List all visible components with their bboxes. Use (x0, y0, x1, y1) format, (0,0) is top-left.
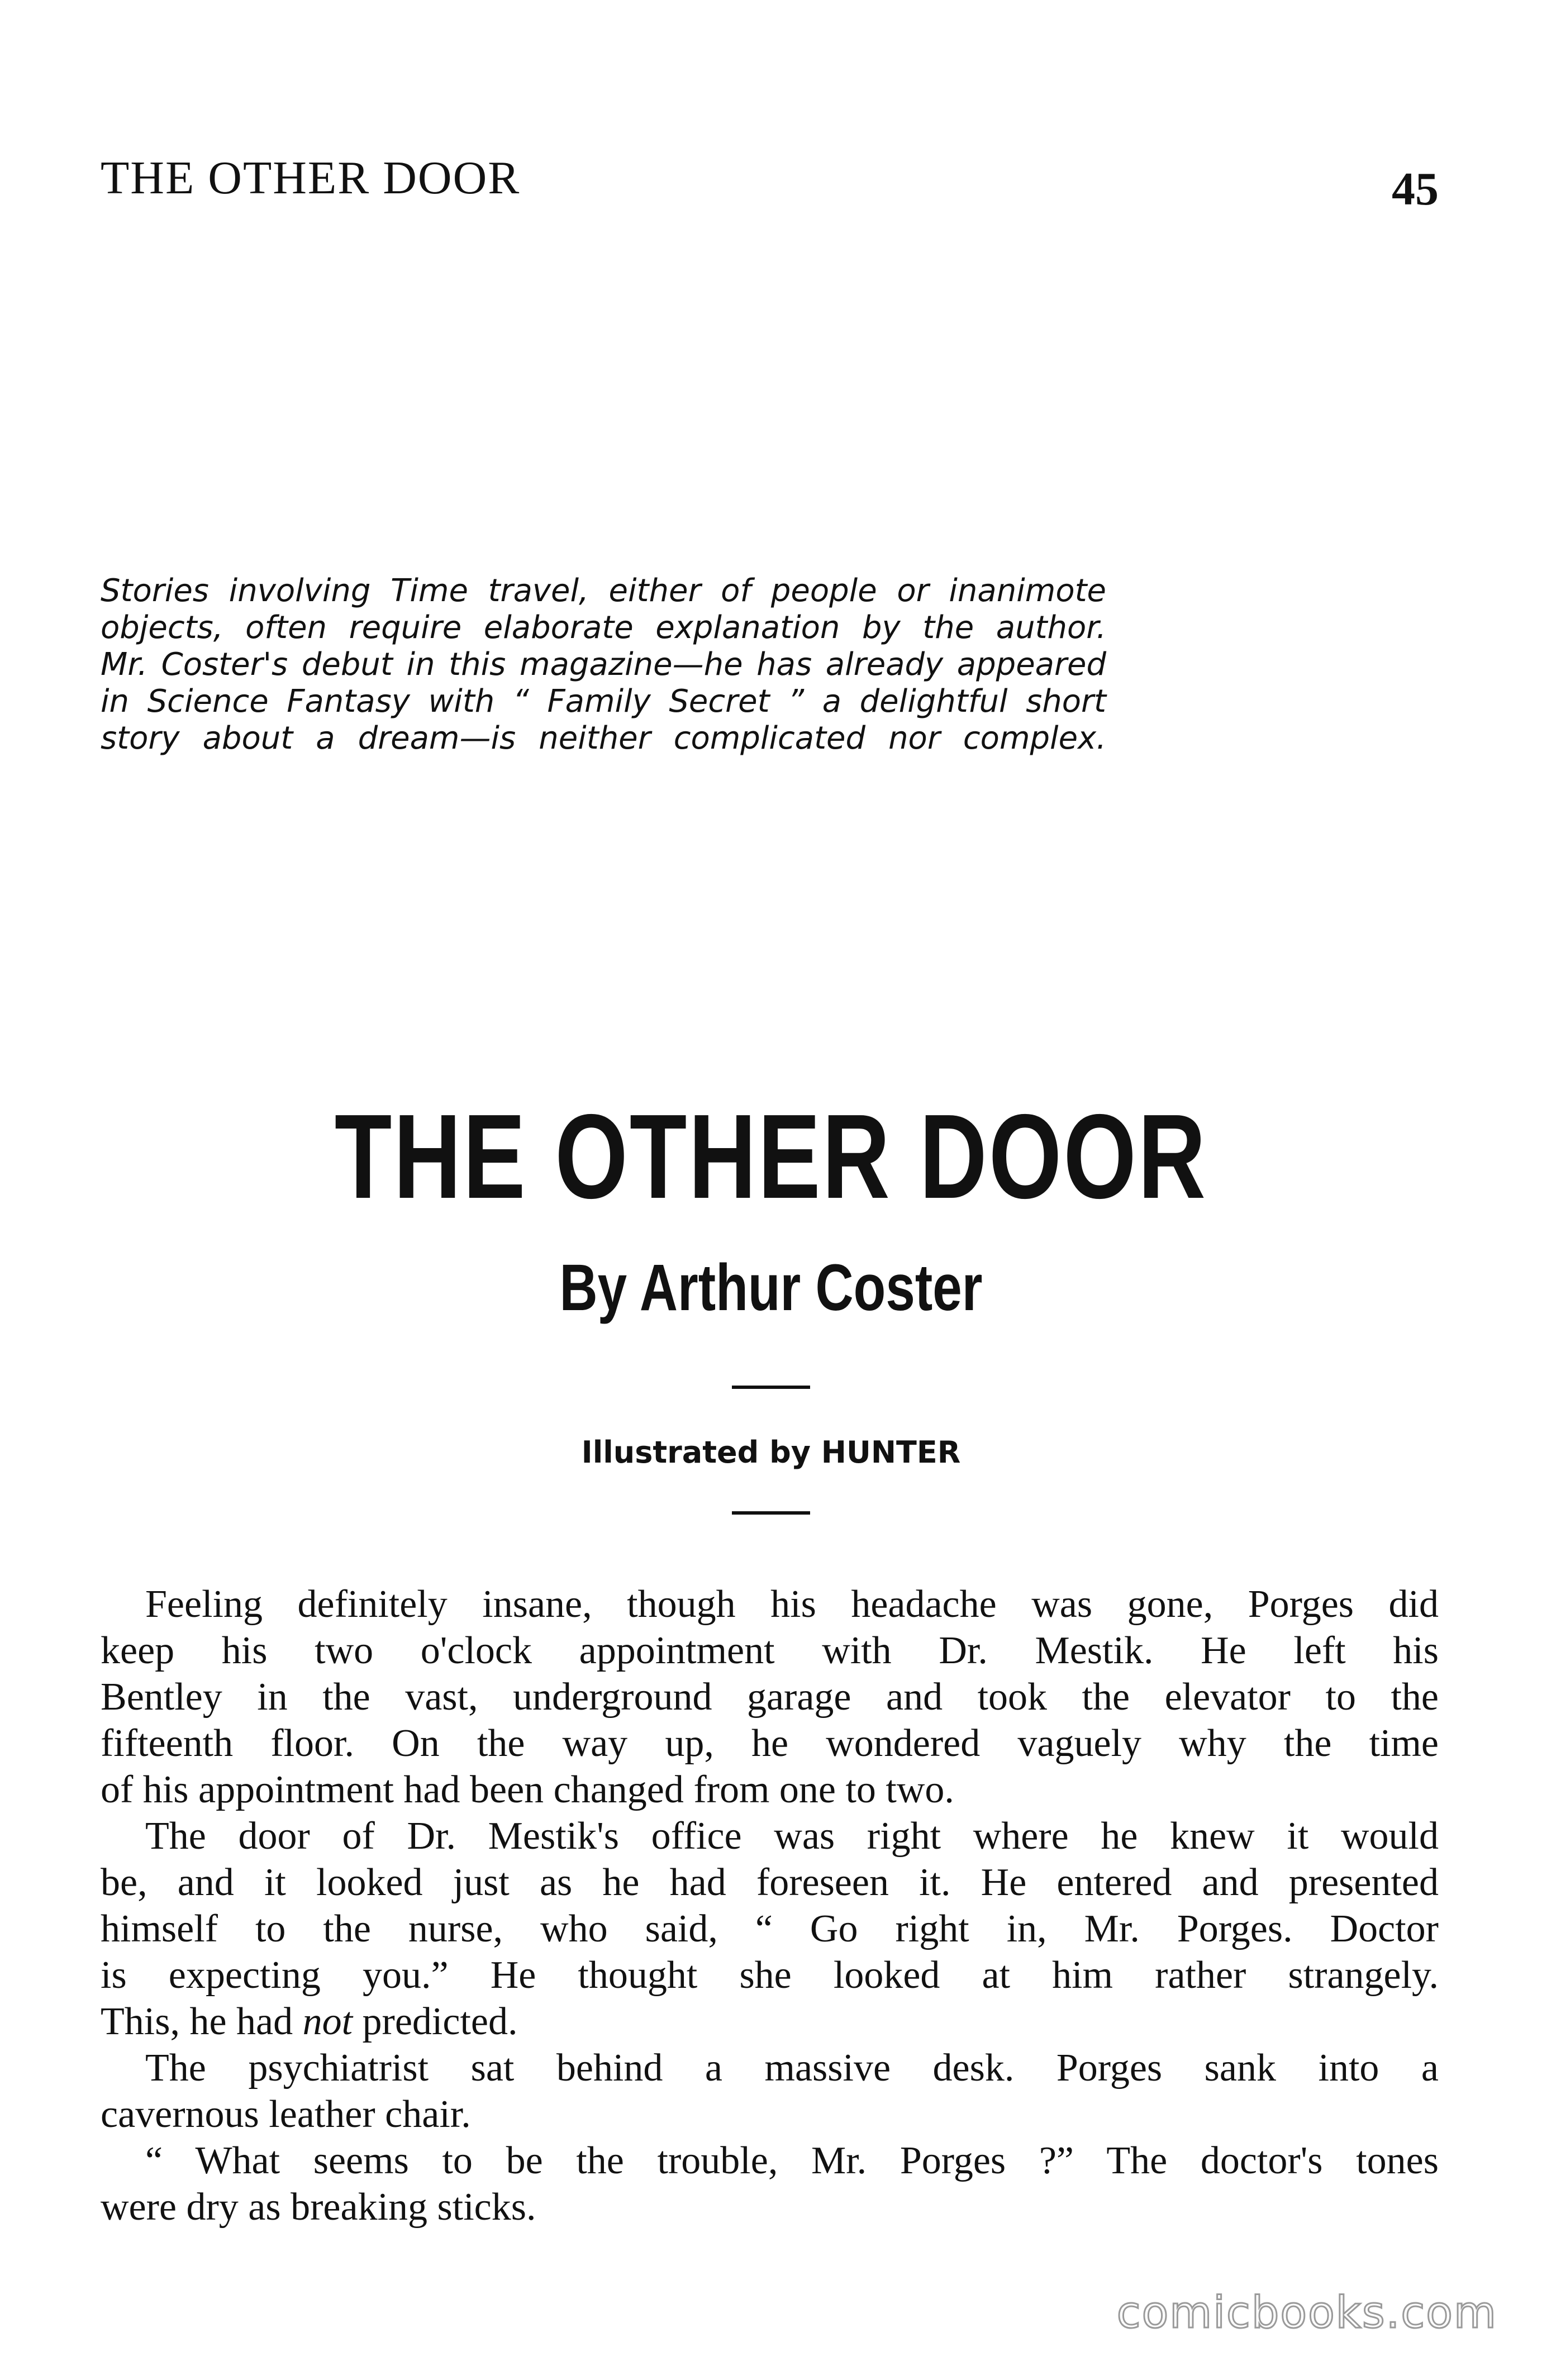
body-line: were dry as breaking sticks. (101, 2186, 536, 2229)
body-line: fifteenth floor. On the way up, he wondered vaguely why the time (101, 1722, 1439, 1765)
divider-rule (732, 1511, 810, 1515)
illustrator-credit: Illustrated by HUNTER (581, 1435, 961, 1470)
divider-rule (732, 1386, 810, 1389)
blurb-line: story about a dream—is neither complicated nor complex. (101, 720, 1106, 756)
body-line: of his appointment had been changed from one to two. (101, 1768, 954, 1811)
editorial-blurb (101, 573, 1106, 757)
body-line-end: predicted. (353, 2000, 518, 2043)
body-line: is expecting you.” He thought she looked at him rather strangely. (101, 1954, 1439, 1997)
emphasis-word: not (302, 2000, 353, 2043)
byline: By Arthur Coster (559, 1251, 983, 1325)
blurb-line: Stories involving Time travel, either of people or inanimote (101, 573, 1106, 609)
story-body (101, 1581, 1439, 2230)
blurb-line: objects, often require elaborate explanation by the author. (101, 610, 1106, 646)
body-line: be, and it looked just as he had foreseen it. He entered and presented (101, 1861, 1439, 1904)
body-line: keep his two o'clock appointment with Dr. Mestik. He left his (101, 1629, 1439, 1672)
blurb-line: Mr. Coster's debut in this magazine—he has already appeared (101, 646, 1106, 683)
watermark: comicbooks.com (1116, 2288, 1497, 2338)
body-line: The door of Dr. Mestik's office was right where he knew it would (145, 1815, 1439, 1858)
body-line-start: This, he had (101, 2000, 303, 2043)
blurb-line: in Science Fantasy with “ Family Secret ” a delightful short (101, 683, 1106, 720)
body-line: Feeling definitely insane, though his headache was gone, Porges did (145, 1583, 1439, 1626)
story-title: THE OTHER DOOR (334, 1089, 1208, 1224)
body-line: “ What seems to be the trouble, Mr. Porges ?” The doctor's tones (145, 2139, 1439, 2182)
body-line-with-emphasis (101, 1998, 1439, 2045)
body-line: cavernous leather chair. (101, 2093, 471, 2136)
body-line: himself to the nurse, who said, “ Go right in, Mr. Porges. Doctor (101, 1907, 1439, 1950)
body-line: The psychiatrist sat behind a massive desk. Porges sank into a (145, 2046, 1439, 2089)
body-line: Bentley in the vast, underground garage and took the elevator to the (101, 1675, 1439, 1719)
running-head: THE OTHER DOOR (101, 152, 521, 204)
page-number: 45 (1392, 163, 1439, 215)
